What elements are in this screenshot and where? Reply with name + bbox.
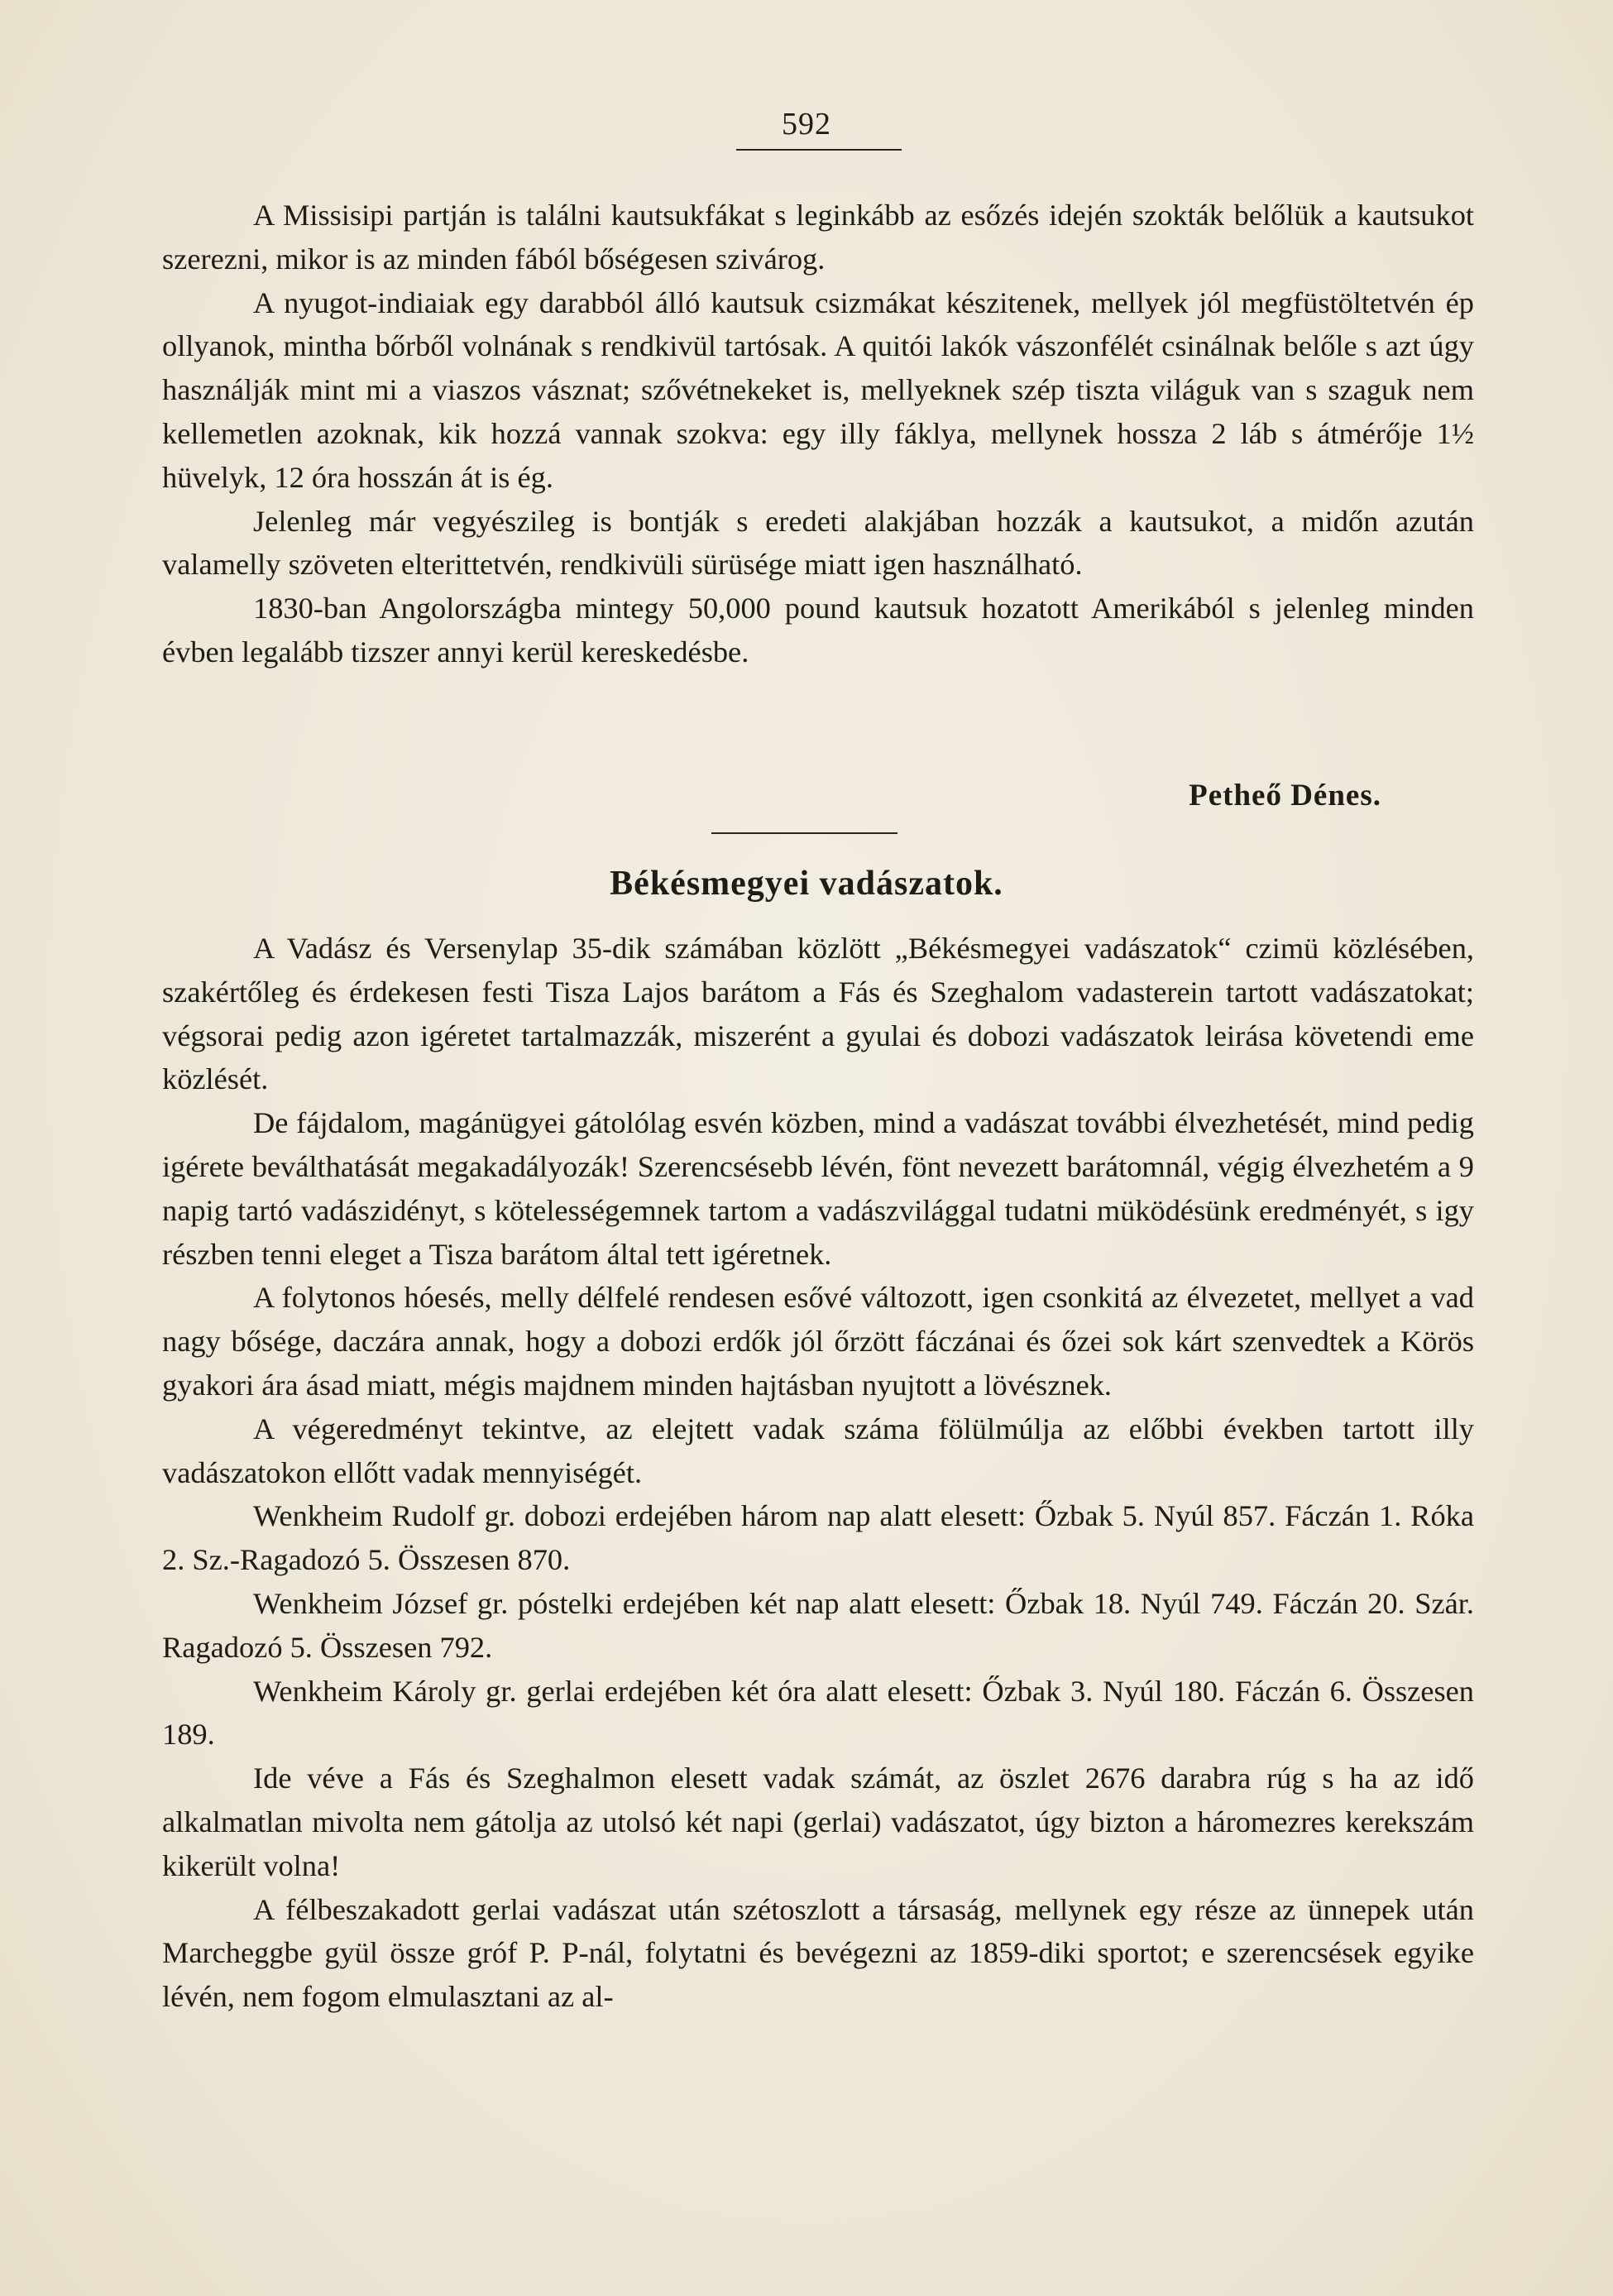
paragraph: De fájdalom, magánügyei gátolólag esvén közben, mind a vadászat további élvezhetését, mind pedig igérete beválthatását megakadályozák! Szerencsésebb lévén, fönt nevezett barátomnál, végig élvezhetém a 9 napig tartó vadászidényt, s kötelességemnek tartom a vadászvilággal tudatni müködésünk eredményét, s igy részben tenni eleget a Tisza barátom által tett igéretnek. [162, 1106, 1474, 1271]
paragraph: Jelenleg már vegyészileg is bontják s eredeti alakjában hozzák a kautsukot, a midőn azután valamelly szöveten elterittetvén, rendkivüli sürüsége miatt igen használható. [162, 504, 1474, 582]
article-kautsuk [162, 194, 1474, 674]
paragraph: Wenkheim József gr. póstelki erdejében két nap alatt elesett: Őzbak 18. Nyúl 749. Fáczán 20. Szár. Ragadozó 5. Összesen 792. [162, 1586, 1474, 1664]
paragraph: Wenkheim Károly gr. gerlai erdejében két óra alatt elesett: Őzbak 3. Nyúl 180. Fáczán 6. Összesen 189. [162, 1674, 1474, 1752]
header-rule [736, 149, 902, 151]
paragraph: A folytonos hóesés, melly délfelé rendesen esővé változott, igen csonkitá az élvezetet, mellyet a vad nagy bősége, daczára annak, hogy a dobozi erdők jól őrzött fáczánai és őzei sok kárt szenvedtek a Körös gyakori ára ásad miatt, mégis majdnem minden hajtásban nyujtott a lövésznek. [162, 1281, 1474, 1402]
paragraph: A félbeszakadott gerlai vadászat után szétoszlott a társaság, mellynek egy része az ünnepek után Marcheggbe gyül össze gróf P. P-nál, folytatni és bevégezni az 1859-diki sportot; e szerencsések egyike lévén, nem fogom elmulasztani az al- [162, 1892, 1474, 2014]
section-divider [711, 832, 897, 834]
paragraph: A Vadász és Versenylap 35-dik számában közlött „Békésmegyei vadászatok“ czimü közlésében, szakértőleg és érdekesen festi Tisza Lajos barátom a Fás és Szeghalom vadasterein tartott vadászatokat; végsorai pedig azon igéretet tartalmazzák, miszerént a gyulai és dobozi vadászatok leirása követendi eme közlését. [162, 932, 1474, 1096]
paragraph: A nyugot-indiaiak egy darabból álló kautsuk csizmákat készitenek, mellyek jól megfüstöltetvén ép ollyanok, mintha bőrből volnának s rendkivül tartósak. A quitói lakók vászonfélét csinálnak belőle s azt úgy használják mint mi a viaszos vásznat; szővétnekeket is, mellyeknek szép tiszta világuk van s szaguk nem kellemetlen azoknak, kik hozzá vannak szokva: egy illy fáklya, mellynek hossza 2 láb s átmérője 1½ hüvelyk, 12 óra hosszán át is ég. [162, 285, 1474, 494]
page-number: 592 [782, 107, 831, 141]
author-signature: Petheő Dénes. [1189, 779, 1381, 812]
paragraph: Wenkheim Rudolf gr. dobozi erdejében három nap alatt elesett: Őzbak 5. Nyúl 857. Fáczán 1. Róka 2. Sz.-Ragadozó 5. Összesen 870. [162, 1499, 1474, 1577]
paragraph: A végeredményt tekintve, az elejtett vadak száma fölülmúlja az előbbi években tartott illy vadászatokon ellőtt vadak mennyiségét. [162, 1412, 1474, 1489]
article-title: Békésmegyei vadászatok. [610, 865, 1003, 903]
paragraph: 1830-ban Angolországba mintegy 50,000 pound kautsuk hozatott Amerikából s jelenleg minden évben legalább tizszer annyi kerül kereskedésbe. [162, 592, 1474, 669]
paragraph: Ide véve a Fás és Szeghalmon elesett vadak számát, az öszlet 2676 darabra rúg s ha az idő alkalmatlan mivolta nem gátolja az utolsó két napi (gerlai) vadászatot, úgy bizton a háromezres kerekszám kikerült volna! [162, 1762, 1474, 1882]
article-vadaszatok [162, 927, 1474, 2019]
paragraph: A Missisipi partján is találni kautsukfákat s leginkább az esőzés idején szokták belőlük a kautsukot szerezni, mikor is az minden fából bőségesen szivárog. [162, 199, 1474, 276]
